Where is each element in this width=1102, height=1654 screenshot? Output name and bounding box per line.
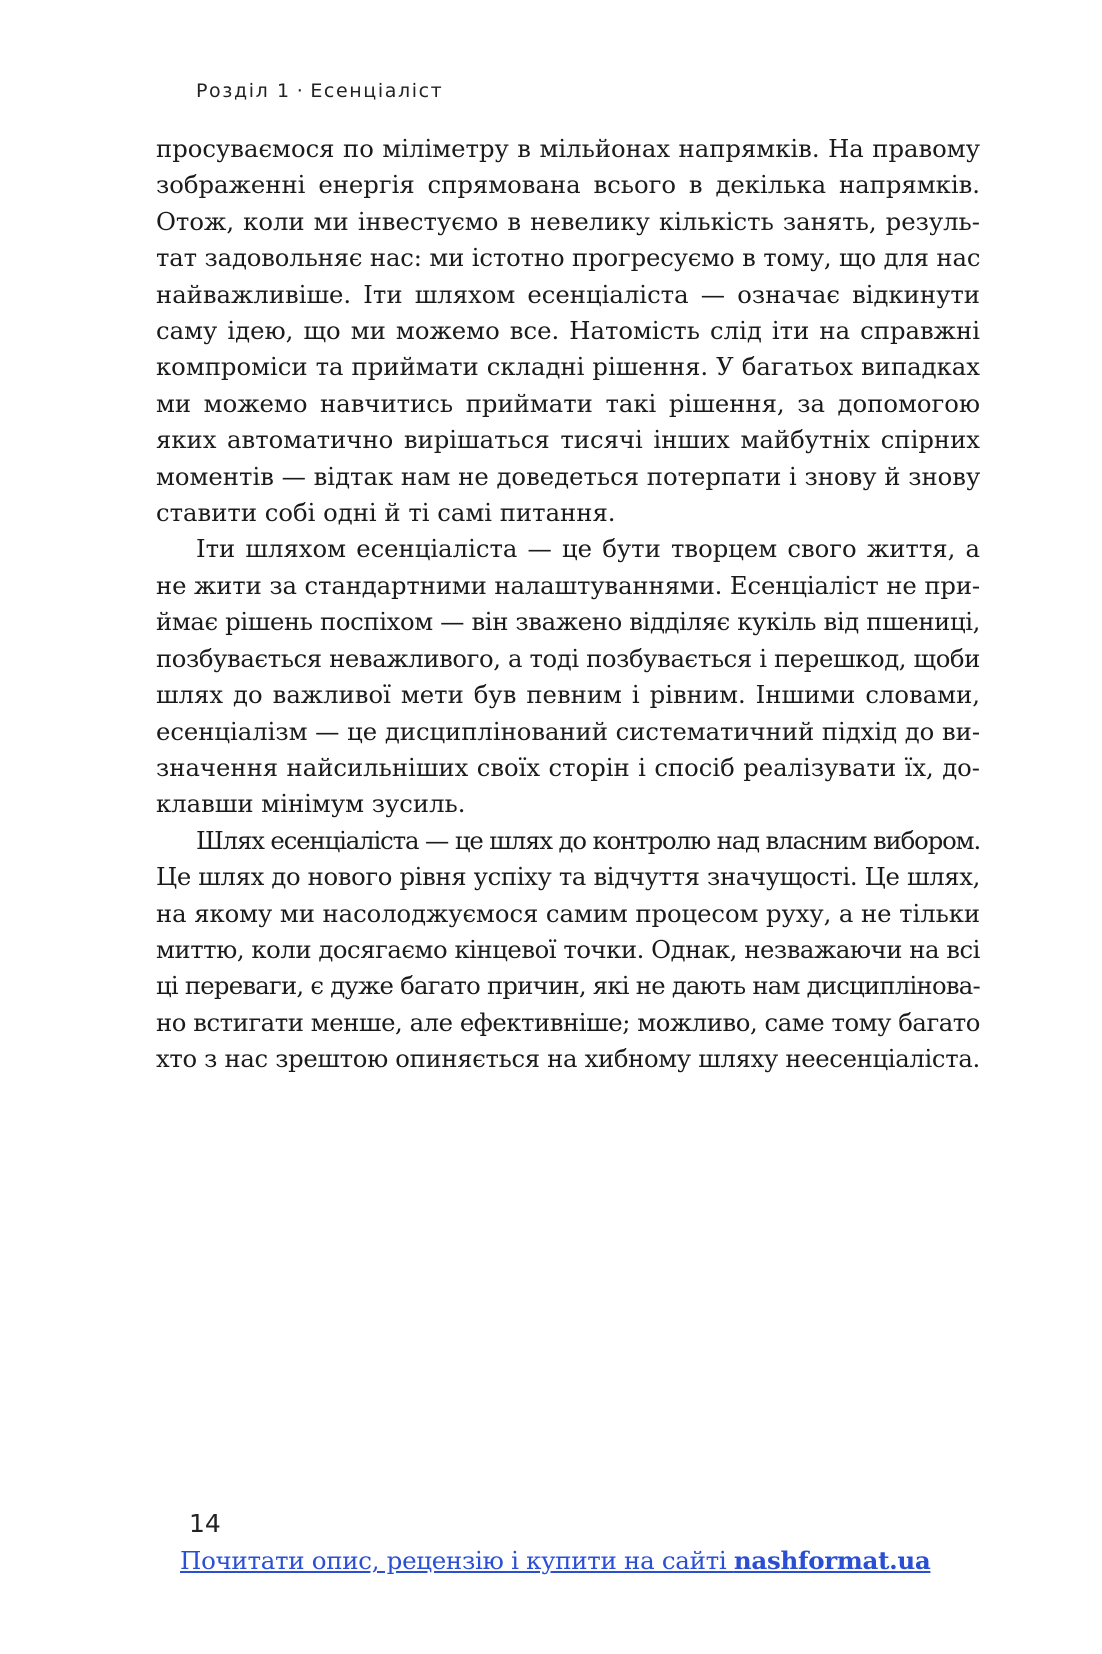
text-line: не жити за стандартними налаштуваннями. Есенціаліст не при- xyxy=(156,570,980,600)
text-line: компроміси та приймати складні рішення. У багатьох випадках xyxy=(156,352,980,382)
text-line: просуваємося по міліметру в мільйонах напрямків. На правому xyxy=(156,134,980,163)
text-line: яких автоматично вирішаться тисячі інших майбутніх спірних xyxy=(156,425,980,455)
text-line: клавши мінімум зусиль. xyxy=(156,789,466,819)
text-line: Іти шляхом есенціаліста — це бути творцем свого життя, а xyxy=(196,534,980,564)
text-line: ми можемо навчитись приймати такі рішення, за допомогою xyxy=(156,388,980,418)
text-line: найважливіше. Іти шляхом есенціаліста — означає відкинути xyxy=(156,279,980,309)
header-separator: · xyxy=(296,80,305,102)
text-line: ймає рішень поспіхом — він зважено відділяє кукіль від пшениці, xyxy=(156,607,980,637)
text-line: моментів — відтак нам не доведеться потерпати і знову й знову xyxy=(156,461,981,491)
text-line: тат задовольняє нас: ми істотно прогресуємо в тому, що для нас xyxy=(156,243,981,273)
chapter-label: Розділ 1 xyxy=(196,80,291,102)
text-line: Шлях есенціаліста — це шлях до контролю над власним вибором. xyxy=(196,825,981,855)
paragraph-3 xyxy=(156,823,980,1078)
text-line: хто з нас зрештою опиняється на хибному шляху неесенціаліста. xyxy=(156,1044,980,1074)
promo-link-site: nashformat.ua xyxy=(733,1546,931,1575)
chapter-title: Есенціаліст xyxy=(310,80,444,102)
paragraph-2 xyxy=(156,531,980,822)
text-line: значення найсильніших своїх сторін і спосіб реалізувати їх, до- xyxy=(156,752,980,782)
promo-link[interactable] xyxy=(180,1546,930,1575)
paragraph-1 xyxy=(156,131,980,531)
text-line: ці переваги, є дуже багато причин, які не дають нам дисциплінова- xyxy=(156,971,980,1001)
page-number: 14 xyxy=(189,1509,221,1538)
text-line: Це шлях до нового рівня успіху та відчуття значущості. Це шлях, xyxy=(156,862,980,892)
running-head xyxy=(196,80,443,102)
text-line: зображенні енергія спрямована всього в декілька напрямків. xyxy=(156,170,980,200)
text-line: шлях до важливої мети був певним і рівним. Іншими словами, xyxy=(156,680,980,710)
text-line: позбувається неважливого, а тоді позбувається і перешкод, щоби xyxy=(156,643,980,673)
text-line: миттю, коли досягаємо кінцевої точки. Однак, незважаючи на всі xyxy=(156,934,980,964)
text-line: на якому ми насолоджуємося самим процесом руху, а не тільки xyxy=(156,898,980,928)
text-line: но встигати менше, але ефективніше; можливо, саме тому багато xyxy=(156,1007,980,1037)
text-line: есенціалізм — це дисциплінований систематичний підхід до ви- xyxy=(156,716,980,746)
body-text xyxy=(156,131,980,1078)
text-line: Отож, коли ми інвестуємо в невелику кількість занять, резуль- xyxy=(156,206,980,236)
promo-link-text: Почитати опис, рецензію і купити на сайті xyxy=(180,1546,734,1575)
text-line: саму ідею, що ми можемо все. Натомість слід іти на справжні xyxy=(156,316,980,346)
text-line: ставити собі одні й ті самі питання. xyxy=(156,498,616,528)
